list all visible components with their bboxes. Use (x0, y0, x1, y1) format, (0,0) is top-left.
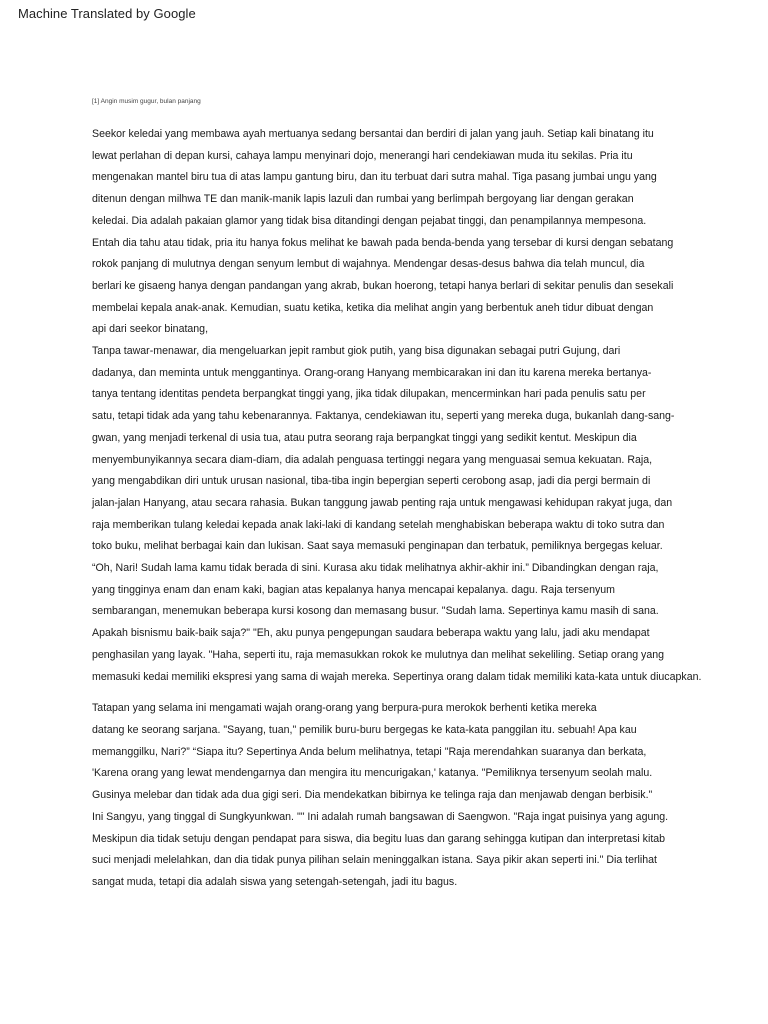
text-line: penghasilan yang layak. "Haha, seperti itu, raja memasukkan rokok ke mulutnya dan melihat sekeliling. Setiap orang yang (92, 648, 665, 661)
text-line: api dari seekor binatang, (92, 323, 209, 336)
text-line: sembarangan, menemukan beberapa kursi kosong dan memasang busur. "Sudah lama. Sepertinya kamu masih di sana. (92, 605, 659, 618)
text-line: datang ke seorang sarjana. "Sayang, tuan," pemilik buru-buru bergegas ke kata-kata panggilan itu. sebuah! Apa kau (92, 723, 637, 736)
footnote: [1] Angin musim gugur, bulan panjang (92, 98, 201, 105)
text-line: ditenun dengan milhwa TE dan manik-manik lapis lazuli dan rumbai yang berlimpah bergoyang liar dengan gerakan (92, 193, 634, 206)
text-line: jalan-jalan Hanyang, atau secara rahasia. Bukan tanggung jawab penting raja untuk mengawasi kehidupan rakyat juga, dan (92, 496, 673, 509)
text-line: Meskipun dia tidak setuju dengan pendapat para siswa, dia begitu luas dan garang sehingga kutipan dan interpretasi kitab (92, 832, 666, 845)
document-body (92, 124, 732, 894)
text-line: tanya tentang identitas pendeta berpangkat tinggi yang, jika tidak dilupakan, mencerminkan hari pada penulis satu per (92, 388, 646, 401)
text-line: Tatapan yang selama ini mengamati wajah orang-orang yang berpura-pura merokok berhenti ketika mereka (92, 702, 597, 715)
text-line: Ini Sangyu, yang tinggal di Sungkyunkwan. "" Ini adalah rumah bangsawan di Saengwon. "Raja ingat puisinya yang agung. (92, 810, 669, 823)
text-line: membelai kepala anak-anak. Kemudian, suatu ketika, ketika dia melihat angin yang berbentuk aneh tidur dibuat dengan (92, 301, 654, 314)
text-line: memanggilku, Nari?” “Siapa itu? Sepertinya Anda belum melihatnya, tetapi "Raja merendahkan suaranya dan berkata, (92, 745, 647, 758)
paragraph (92, 124, 732, 688)
text-line: yang mengabdikan diri untuk urusan nasional, tiba-tiba ingin bepergian seperti cerobong asap, jadi dia pergi bermain di (92, 475, 651, 488)
text-line: sangat muda, tetapi dia adalah siswa yang setengah-setengah, jadi itu bagus. (92, 875, 458, 888)
text-line: suci menjadi melelahkan, dan dia tidak punya pilihan selain meninggalkan istana. Saya pikir akan seperti ini." Dia terlihat (92, 854, 657, 867)
text-line: menyembunyikannya secara diam-diam, dia adalah penguasa tertinggi negara yang menguasai semua kekuatan. Raja, (92, 453, 653, 466)
machine-translated-header: Machine Translated by Google (18, 6, 196, 21)
text-line: satu, tetapi tidak ada yang tahu kebenarannya. Faktanya, cendekiawan itu, seperti yang mereka duga, bukanlah dang-sang- (92, 410, 675, 423)
text-line: dadanya, dan meminta untuk menggantinya. Orang-orang Hanyang membicarakan ini dan itu karena mereka bertanya- (92, 366, 652, 379)
text-line: rokok panjang di mulutnya dengan senyum lembut di wajahnya. Mendengar desas-desus bahwa dia telah muncul, dia (92, 258, 645, 271)
paragraph-gap (92, 688, 732, 698)
text-line: Tanpa tawar-menawar, dia mengeluarkan jepit rambut giok putih, yang bisa digunakan sebagai putri Gujung, dari (92, 345, 621, 358)
text-line: berlari ke gisaeng hanya dengan pandangan yang akrab, bukan hoerong, tetapi hanya berlari di sekitar penulis dan sesekali (92, 279, 674, 292)
text-line: 'Karena orang yang lewat mendengarnya dan mengira itu mencurigakan,' katanya. "Pemiliknya tersenyum seolah malu. (92, 767, 653, 780)
text-line: yang tingginya enam dan enam kaki, bagian atas kepalanya hanya mencapai kepalanya. dagu. Raja tersenyum (92, 583, 615, 596)
text-line: lewat perlahan di depan kursi, cahaya lampu menyinari dojo, menerangi hari cendekiawan muda itu sekilas. Pria itu (92, 149, 633, 162)
text-line: Entah dia tahu atau tidak, pria itu hanya fokus melihat ke bawah pada benda-benda yang tersebar di kursi dengan sebatang (92, 236, 674, 249)
text-line: “Oh, Nari! Sudah lama kamu tidak berada di sini. Kurasa aku tidak melihatnya akhir-akhir ini.” Dibandingkan dengan raja, (92, 562, 659, 575)
paragraph (92, 698, 732, 893)
text-line: Apakah bisnismu baik-baik saja?" "Eh, aku punya pengepungan saudara beberapa waktu yang lalu, jadi aku mendapat (92, 627, 650, 640)
text-line: mengenakan mantel biru tua di atas lampu gantung biru, dan itu terbuat dari sutra mahal. Tiga pasang jumbai ungu yang (92, 171, 657, 184)
text-line: raja memberikan tulang keledai kepada anak laki-laki di kandang setelah menghabiskan beberapa waktu di toko sutra dan (92, 518, 665, 531)
text-line: keledai. Dia adalah pakaian glamor yang tidak bisa ditandingi dengan pejabat tinggi, dan penampilannya mempesona. (92, 214, 647, 227)
text-line: memasuki kedai memiliki ekspresi yang sama di wajah mereka. Sepertinya orang dalam tidak memiliki kata-kata untuk diucapkan. (92, 670, 702, 683)
text-line: toko buku, melihat berbagai kain dan lukisan. Saat saya memasuki penginapan dan terbatuk, pemiliknya bergegas keluar. (92, 540, 663, 553)
text-line: Seekor keledai yang membawa ayah mertuanya sedang bersantai dan berdiri di jalan yang jauh. Setiap kali binatang itu (92, 128, 654, 140)
text-line: Gusinya melebar dan tidak ada dua gigi seri. Dia mendekatkan bibirnya ke telinga raja dan menjawab dengan berbisik." (92, 789, 653, 802)
text-line: gwan, yang menjadi terkenal di usia tua, atau putra seorang raja berpangkat tinggi yang sedikit kentut. Meskipun dia (92, 431, 637, 444)
